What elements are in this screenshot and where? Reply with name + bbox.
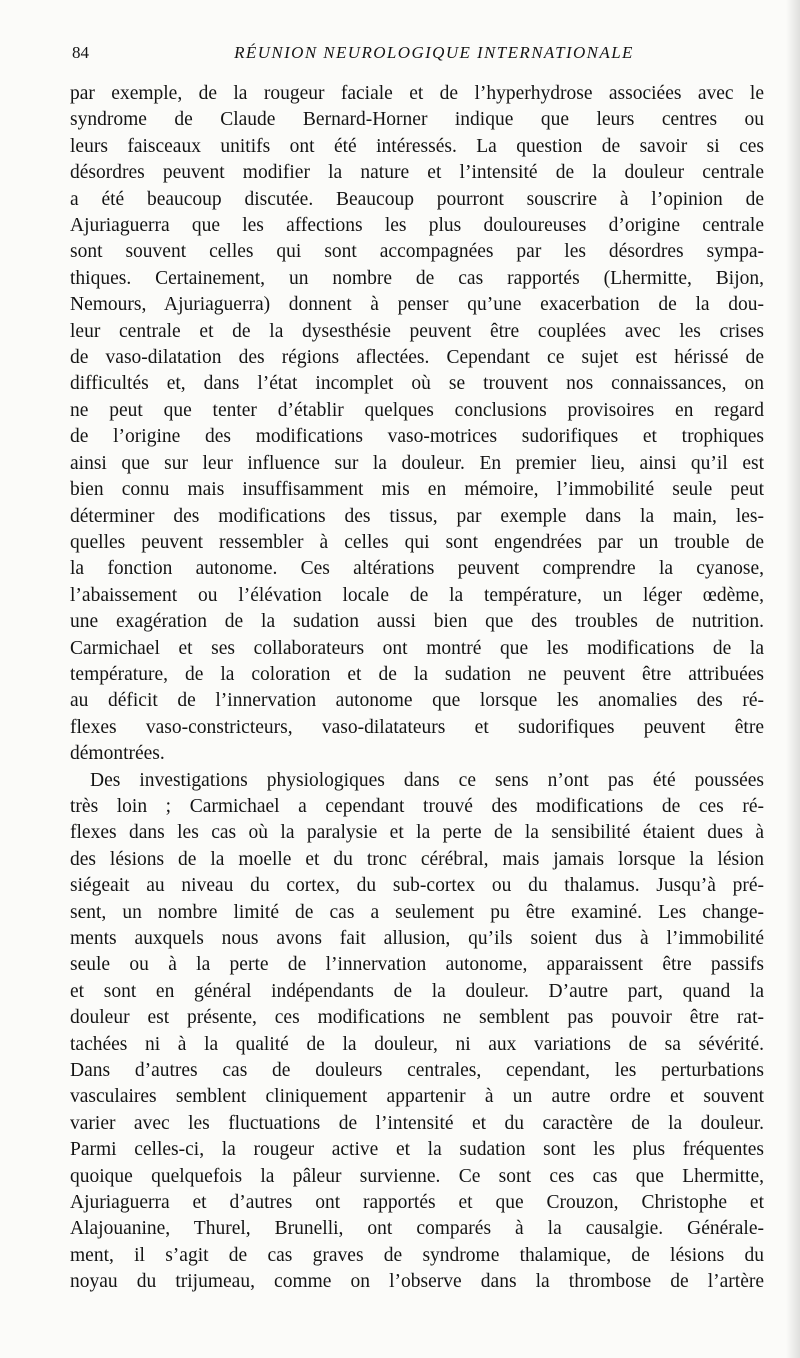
text-line: l’abaissement ou l’élévation locale de la température, un léger œdème, [70, 584, 764, 606]
text-line: Alajouanine, Thurel, Brunelli, ont comparés à la causalgie. Générale- [70, 1218, 764, 1240]
text-line: noyau du trijumeau, comme on l’observe dans la thrombose de l’artère [70, 1271, 764, 1293]
page-number: 84 [72, 43, 89, 62]
text-line: Ajuriaguerra et d’autres ont rapportés et que Crouzon, Christophe et [70, 1192, 764, 1214]
body-text [70, 81, 764, 1296]
text-line: ne peut que tenter d’établir quelques conclusions provisoires en regard [70, 399, 764, 421]
text-line: thiques. Certainement, un nombre de cas rapportés (Lhermitte, Bijon, [70, 267, 764, 289]
text-line: sont souvent celles qui sont accompagnées par les désordres sympa- [70, 241, 764, 263]
text-line: a été beaucoup discutée. Beaucoup pourront souscrire à l’opinion de [70, 188, 764, 210]
text-line: des lésions de la moelle et du tronc cérébral, mais jamais lorsque la lésion [70, 848, 764, 870]
text-line: Ajuriaguerra que les affections les plus douloureuses d’origine centrale [70, 215, 764, 237]
text-line: et sont en général indépendants de la douleur. D’autre part, quand la [70, 980, 764, 1002]
text-line: leurs faisceaux unitifs ont été intéressés. La question de savoir si ces [70, 135, 764, 157]
text-line: vasculaires semblent cliniquement appartenir à un autre ordre et souvent [70, 1086, 764, 1108]
text-line: ment, il s’agit de cas graves de syndrome thalamique, de lésions du [70, 1244, 764, 1266]
text-line: par exemple, de la rougeur faciale et de l’hyperhydrose associées avec le [70, 83, 764, 104]
text-line: Carmichael et ses collaborateurs ont montré que les modifications de la [70, 637, 764, 659]
text-line: Nemours, Ajuriaguerra) donnent à penser qu’une exacerbation de la dou- [70, 294, 764, 316]
page-edge-shadow [786, 0, 800, 1358]
text-line: leur centrale et de la dysesthésie peuvent être couplées avec les crises [70, 320, 764, 342]
text-line: Dans d’autres cas de douleurs centrales, cependant, les perturbations [70, 1060, 764, 1082]
text-line: démontrées. [70, 743, 165, 765]
text-line: ainsi que sur leur influence sur la douleur. En premier lieu, ainsi qu’il est [70, 452, 764, 474]
text-line: Parmi celles-ci, la rougeur active et la sudation sont les plus fréquentes [70, 1139, 764, 1161]
text-line: la fonction autonome. Ces altérations peuvent comprendre la cyanose, [70, 558, 764, 580]
text-line: siégeait au niveau du cortex, du sub-cortex ou du thalamus. Jusqu’à pré- [70, 875, 764, 897]
text-line: très loin ; Carmichael a cependant trouvé des modifications de ces ré- [70, 795, 764, 817]
text-line: ments auxquels nous avons fait allusion, qu’ils soient dus à l’immobilité [70, 928, 764, 949]
text-line: tachées ni à la qualité de la douleur, ni aux variations de sa sévérité. [70, 1033, 764, 1055]
text-line: déterminer des modifications des tissus, par exemple dans la main, les- [70, 505, 764, 527]
running-head: RÉUNION NEUROLOGIQUE INTERNATIONALE [234, 43, 634, 62]
text-line: Des investigations physiologiques dans ce sens n’ont pas été poussées [90, 769, 764, 791]
text-line: syndrome de Claude Bernard-Horner indique que leurs centres ou [70, 109, 764, 131]
text-line: de l’origine des modifications vaso-motrices sudorifiques et trophiques [70, 426, 764, 448]
text-line: varier avec les fluctuations de l’intensité et du caractère de la douleur. [70, 1112, 764, 1134]
text-line: difficultés et, dans l’état incomplet où se trouvent nos connaissances, on [70, 373, 764, 395]
text-line: seule ou à la perte de l’innervation autonome, apparaissent être passifs [70, 954, 764, 976]
text-line: flexes dans les cas où la paralysie et la perte de la sensibilité étaient dues à [70, 822, 764, 844]
text-line: de vaso-dilatation des régions aflectées. Cependant ce sujet est hérissé de [70, 347, 764, 369]
text-line: douleur est présente, ces modifications ne semblent pas pouvoir être rat- [70, 1007, 764, 1029]
text-line: flexes vaso-constricteurs, vaso-dilatateurs et sudorifiques peuvent être [70, 716, 764, 738]
page-header [72, 40, 764, 66]
text-line: désordres peuvent modifier la nature et l’intensité de la douleur centrale [70, 162, 764, 184]
text-line: une exagération de la sudation aussi bien que des troubles de nutrition. [70, 611, 764, 633]
text-line: quoique quelquefois la pâleur survienne. Ce sont ces cas que Lhermitte, [70, 1165, 764, 1187]
text-line: bien connu mais insuffisamment mis en mémoire, l’immobilité seule peut [70, 479, 764, 501]
text-line: au déficit de l’innervation autonome que lorsque les anomalies des ré- [70, 690, 764, 712]
text-line: quelles peuvent ressembler à celles qui sont engendrées par un trouble de [70, 531, 764, 553]
text-line: température, de la coloration et de la sudation ne peuvent être attribuées [70, 663, 764, 685]
text-line: sent, un nombre limité de cas a seulement pu être examiné. Les change- [70, 901, 764, 923]
